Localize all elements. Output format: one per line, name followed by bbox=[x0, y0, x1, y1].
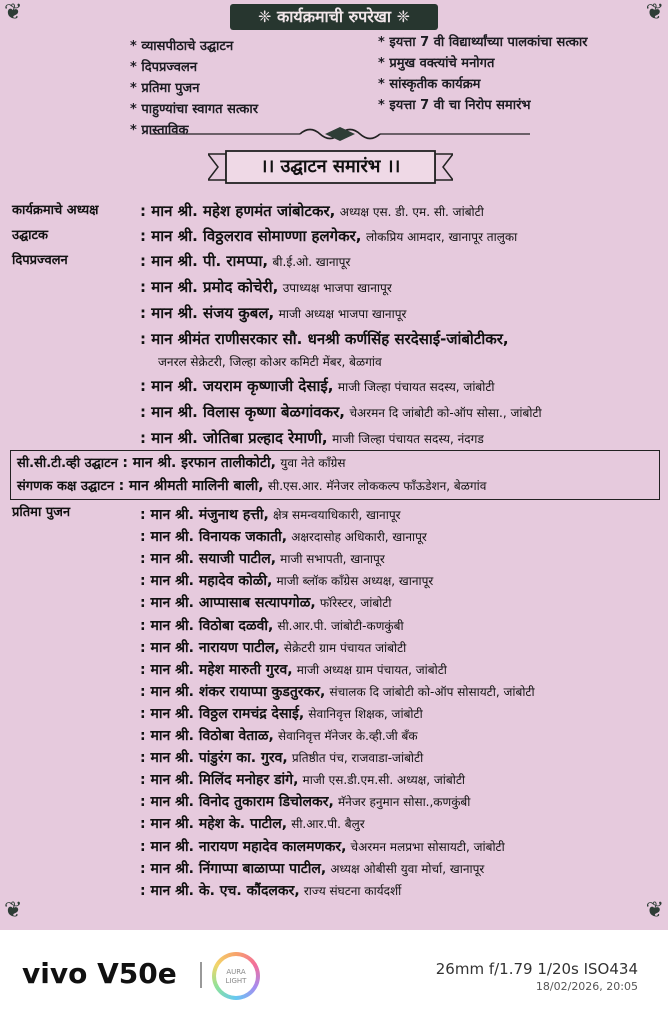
boxed-inaugurations bbox=[10, 450, 660, 500]
guest-designation: लोकप्रिय आमदार, खानापूर तालुका bbox=[365, 230, 518, 244]
guest-role: कार्यक्रमाचे अध्यक्ष bbox=[12, 203, 99, 218]
pratima-designation: सी.आर.पी. बैलुर bbox=[291, 817, 365, 832]
pratima-designation: अक्षरदासोह अधिकारी, खानापूर bbox=[291, 530, 427, 545]
pratima-name: : मान श्री. निंगाप्पा बाळाप्पा पाटील, bbox=[140, 860, 327, 877]
pratima-row bbox=[140, 616, 404, 636]
pratima-designation: माजी सभापती, खानापूर bbox=[280, 552, 385, 567]
pratima-row bbox=[140, 638, 406, 658]
pratima-row bbox=[140, 859, 484, 879]
guest-name: : मान श्री. विठ्ठलराव सोमाण्णा हलगेकर, bbox=[140, 227, 362, 245]
guest-designation: चेअरमन दि जांबोटी को-ऑप सोसा., जांबोटी bbox=[349, 406, 542, 420]
pratima-row bbox=[140, 837, 505, 857]
pratima-row bbox=[140, 549, 385, 569]
boxed-name: : मान श्रीमती मालिनी बाली, bbox=[118, 478, 264, 494]
guest-entry bbox=[140, 275, 392, 300]
pratima-name: : मान श्री. विठ्ठल रामचंद्र देसाई, bbox=[140, 705, 305, 722]
pratima-name: : मान श्री. विठोबा वेताळ, bbox=[140, 728, 274, 744]
boxed-row bbox=[17, 475, 486, 497]
pratima-designation: अध्यक्ष ओबीसी युवा मोर्चा, खानापूर bbox=[330, 861, 485, 876]
program-item: * दिपप्रज्वलन bbox=[130, 60, 198, 75]
guest-name: : मान श्री. विलास कृष्णा बेळगांवकर, bbox=[140, 403, 345, 421]
pratima-name: : मान श्री. विठोबा दळवी, bbox=[140, 617, 274, 634]
photo-date: 18/02/2026, 20:05 bbox=[535, 980, 638, 993]
pratima-name: : मान श्री. महेश मारुती गुरव, bbox=[140, 661, 293, 678]
program-item: * इयत्ता 7 वी चा निरोप समारंभ bbox=[378, 98, 531, 113]
phone-brand: vivo V50e bbox=[22, 957, 177, 990]
pratima-designation: सी.आर.पी. जांबोटी-कणकुंबी bbox=[277, 618, 404, 633]
pratima-row bbox=[140, 704, 423, 724]
corner-ornament-bottom-right: ❦ bbox=[645, 898, 664, 923]
guest-role: दिपप्रज्वलन bbox=[12, 253, 68, 268]
pratima-row bbox=[140, 814, 365, 834]
pratima-name: : मान श्री. मंजुनाथ हत्ती, bbox=[140, 507, 269, 523]
pratima-name: : मान श्री. सयाजी पाटील, bbox=[140, 551, 277, 568]
pratima-designation: माजी ब्लॉक कॉंग्रेस अध्यक्ष, खानापूर bbox=[276, 574, 434, 589]
pratima-row bbox=[140, 726, 418, 746]
pratima-row bbox=[140, 770, 465, 790]
guest-name: : मान श्रीमंत राणीसरकार सौ. धनश्री कर्णसिंह सरदेसाई-जांबोटीकर, bbox=[140, 330, 509, 348]
pratima-designation: मॅनेजर हनुमान सोसा.,कणकुंबी bbox=[337, 795, 471, 810]
guest-entry bbox=[140, 400, 542, 425]
pratima-row bbox=[140, 571, 433, 591]
boxed-role: संगणक कक्ष उद्घाटन bbox=[17, 479, 115, 494]
aura-light-logo bbox=[212, 952, 260, 1000]
pratima-label: प्रतिमा पुजन bbox=[12, 505, 71, 520]
guest-entry bbox=[140, 374, 495, 399]
program-item: * प्रमुख वक्त्यांचे मनोगत bbox=[378, 56, 495, 71]
pratima-row bbox=[140, 792, 470, 812]
guest-name: : मान श्री. जोतिबा प्रल्हाद रेमाणी, bbox=[140, 429, 328, 447]
pratima-designation: चेअरमन मलप्रभा सोसायटी, जांबोटी bbox=[350, 839, 505, 854]
program-item: * सांस्कृतीक कार्यक्रम bbox=[378, 77, 481, 92]
pratima-name: : मान श्री. मिलिंद मनोहर डांगे, bbox=[140, 772, 299, 789]
pratima-row bbox=[140, 682, 535, 702]
program-item: * इयत्ता 7 वी विद्यार्थ्यांच्या पालकांचा सत्कार bbox=[378, 35, 588, 50]
pratima-designation: फॉरेस्टर, जांबोटी bbox=[319, 596, 392, 611]
corner-ornament-top-left: ❦ bbox=[4, 0, 23, 25]
pratima-name: : मान श्री. पांडुरंग का. गुरव, bbox=[140, 750, 288, 767]
guest-entry bbox=[140, 327, 509, 352]
pratima-row bbox=[140, 527, 427, 547]
corner-ornament-top-right: ❦ bbox=[645, 0, 664, 25]
boxed-designation: सी.एस.आर. मॅनेजर लोककल्प फाँऊडेशन, बेळगांव bbox=[267, 479, 487, 493]
camera-watermark-footer bbox=[0, 930, 668, 1024]
pratima-name: : मान श्री. आप्पासाब सत्यापगोळ, bbox=[140, 595, 316, 612]
pratima-row bbox=[140, 660, 447, 680]
pratima-row bbox=[140, 881, 401, 901]
pratima-name: : मान श्री. विनायक जकाती, bbox=[140, 529, 288, 546]
guest-entry bbox=[140, 249, 350, 274]
pratima-row bbox=[140, 748, 423, 768]
pratima-designation: राज्य संघटना कार्यदर्शी bbox=[303, 883, 402, 898]
guest-designation: माजी जिल्हा पंचायत सदस्य, नंदगड bbox=[332, 432, 484, 446]
decorative-divider bbox=[150, 124, 530, 144]
guest-entry bbox=[140, 199, 484, 224]
pratima-name: : मान श्री. विनोद तुकाराम डिचोलकर, bbox=[140, 794, 334, 811]
camera-settings: 26mm f/1.79 1/20s ISO434 bbox=[435, 960, 638, 978]
pratima-designation: माजी एस.डी.एम.सी. अध्यक्ष, जांबोटी bbox=[302, 773, 466, 788]
aura-light-label: AURA LIGHT bbox=[216, 956, 256, 996]
guest-designation: माजी जिल्हा पंचायत सदस्य, जांबोटी bbox=[337, 380, 495, 394]
pratima-designation: क्षेत्र समन्वयाधिकारी, खानापूर bbox=[273, 508, 401, 522]
guest-name: : मान श्री. महेश हणमंत जांबोटकर, bbox=[140, 202, 336, 220]
ribbon-title: ।। उद्घाटन समारंभ ।। bbox=[260, 156, 401, 177]
program-item: * पाहुण्यांचा स्वागत सत्कार bbox=[130, 102, 259, 117]
pratima-designation: सेक्रेटरी ग्राम पंचायत जांबोटी bbox=[283, 640, 407, 655]
pratima-designation: माजी अध्यक्ष ग्राम पंचायत, जांबोटी bbox=[296, 662, 447, 677]
pratima-row bbox=[140, 505, 401, 525]
guest-name: : मान श्री. प्रमोद कोचेरी, bbox=[140, 278, 279, 296]
guest-entry bbox=[140, 224, 517, 249]
pratima-name: : मान श्री. महादेव कोळी, bbox=[140, 573, 273, 590]
guest-name: : मान श्री. संजय कुबल, bbox=[140, 304, 275, 322]
pratima-designation: सेवानिवृत्त शिक्षक, जांबोटी bbox=[308, 706, 423, 721]
guest-name: : मान श्री. पी. रामप्पा, bbox=[140, 252, 269, 270]
pratima-name: : मान श्री. नारायण पाटील, bbox=[140, 639, 280, 656]
boxed-row bbox=[17, 452, 345, 474]
guest-entry bbox=[140, 426, 484, 451]
guest-designation: अध्यक्ष एस. डी. एम. सी. जांबोटी bbox=[339, 205, 484, 219]
pratima-row bbox=[140, 593, 392, 613]
guest-name: : मान श्री. जयराम कृष्णाजी देसाई, bbox=[140, 377, 334, 395]
boxed-name: : मान श्री. इरफान तालीकोटी, bbox=[122, 455, 276, 471]
program-item: * प्रास्ताविक bbox=[130, 123, 189, 138]
pratima-designation: सेवानिवृत्त मॅनेजर के.व्ही.जी बँक bbox=[278, 729, 418, 743]
pratima-name: : मान श्री. नारायण महादेव कालमणकर, bbox=[140, 838, 347, 855]
sub-line-designation: जनरल सेक्रेटरी, जिल्हा कोअर कमिटी मेंबर, बेळगांव bbox=[158, 355, 382, 369]
guest-designation: बी.ई.ओ. खानापूर bbox=[272, 255, 351, 269]
guest-entry bbox=[140, 301, 406, 326]
pratima-name: : मान श्री. महेश के. पाटील, bbox=[140, 816, 288, 833]
program-item: * प्रतिमा पुजन bbox=[130, 81, 200, 96]
corner-ornament-bottom-left: ❦ bbox=[4, 898, 23, 923]
inauguration-ceremony-ribbon bbox=[208, 150, 453, 184]
pratima-designation: प्रतिष्ठीत पंच, राजवाडा-जांबोटी bbox=[291, 751, 424, 766]
pratima-name: : मान श्री. के. एच. कौंदलकर, bbox=[140, 882, 300, 899]
guest-designation: उपाध्यक्ष भाजपा खानापूर bbox=[282, 281, 392, 295]
boxed-role: सी.सी.टी.व्ही उद्घाटन bbox=[17, 456, 118, 471]
guest-designation: माजी अध्यक्ष भाजपा खानापूर bbox=[278, 307, 407, 321]
program-item: * व्यासपीठाचे उद्घाटन bbox=[130, 39, 234, 54]
boxed-designation: युवा नेते कॉंग्रेस bbox=[280, 456, 346, 470]
program-outline-banner: ❈ कार्यक्रमाची रुपरेखा ❈ bbox=[230, 4, 438, 30]
guest-role: उद्घाटक bbox=[12, 228, 49, 243]
brand-separator bbox=[200, 962, 202, 988]
pratima-designation: संचालक दि जांबोटी को-ऑप सोसायटी, जांबोटी bbox=[329, 684, 535, 699]
pratima-name: : मान श्री. शंकर रायाप्पा कुडतुरकर, bbox=[140, 683, 326, 700]
